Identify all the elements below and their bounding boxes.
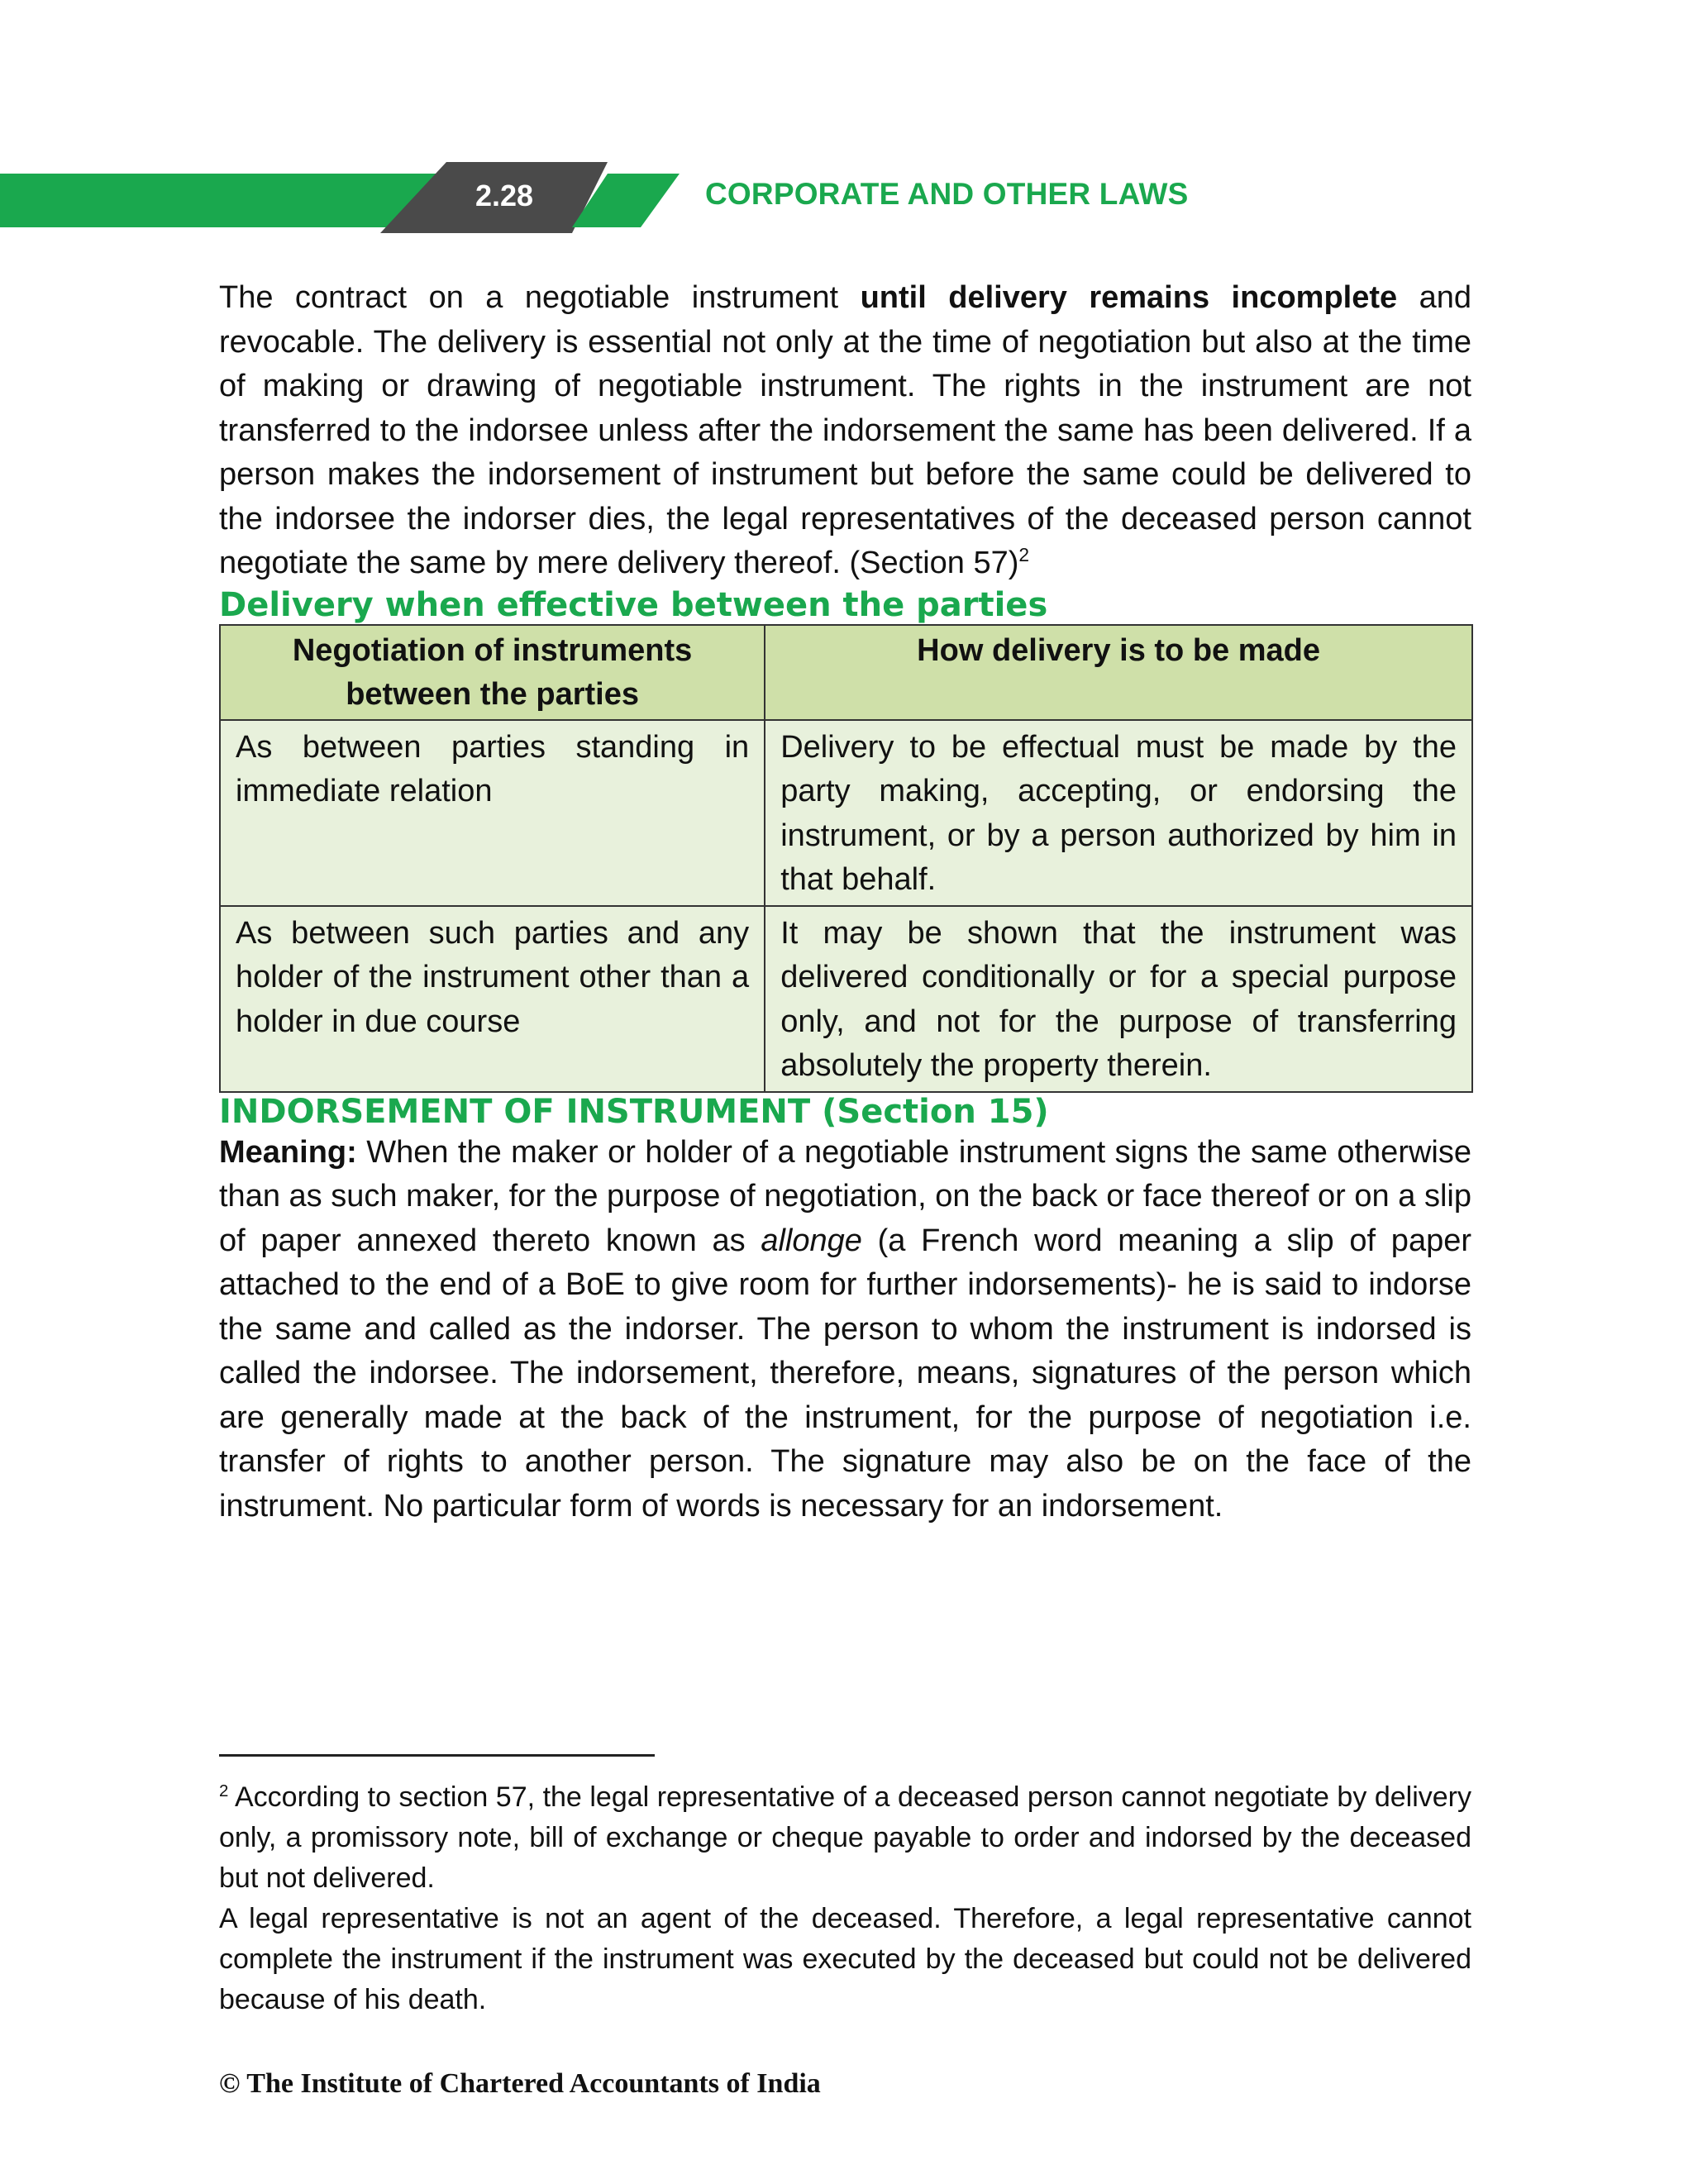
intro-text-1: The contract on a negotiable instrument (219, 280, 861, 315)
delivery-table (219, 624, 1473, 1093)
table-header-cell: How delivery is to be made (765, 625, 1472, 720)
page-header (0, 0, 1693, 248)
meaning-label: Meaning: (219, 1134, 357, 1170)
delivery-heading: Delivery when effective between the parties (219, 585, 1048, 624)
indorsement-heading: INDORSEMENT OF INSTRUMENT (Section 15) (219, 1092, 1049, 1131)
table-header-cell: Negotiation of instruments between the parties (220, 625, 765, 720)
header-green-band (0, 174, 446, 227)
indorsement-text-2: (a French word meaning a slip of paper attached to the end of a BoE to give room for further indorsements)- he is said to indorse the same and called as the indorser. The person to whom the instrument is indorsed is called the indorsee. The indorsement, therefore, means, signatures of the person which are generally made at the back of the instrument, for the purpose of negotiation i.e. transfer of rights to another person. The signature may also be on the face of the instrument. No particular form of words is necessary for an indorsement. (219, 1223, 1471, 1524)
table-cell: As between such parties and any holder of the instrument other than a holder in due course (220, 906, 765, 1092)
footnote (219, 1777, 1471, 2020)
table-cell: It may be shown that the instrument was delivered conditionally or for a special purpose only, and not for the purpose of transferring absolutely the property therein. (765, 906, 1472, 1092)
intro-text-2: and revocable. The delivery is essential not only at the time of negotiation but also at the time of making or drawing of negotiable instrument. The rights in the instrument are not transferred to the indorsee unless after the indorsement the same has been delivered. If a person makes the indorsement of instrument but before the same could be delivered to the indorsee the indorser dies, the legal representatives of the deceased person cannot negotiate the same by mere delivery thereof. (Section 57) (219, 280, 1471, 580)
indorsement-text-1: When the maker or holder of a negotiable instrument signs the same otherwise than as such maker, for the purpose of negotiation, on the back or face thereof or on a slip of paper annexed thereto known as (219, 1134, 1471, 1258)
copyright-notice: © The Institute of Chartered Accountants of India (219, 2068, 821, 2099)
table-row (220, 720, 1472, 906)
page-number: 2.28 (475, 179, 534, 212)
table-cell: Delivery to be effectual must be made by the party making, accepting, or endorsing the instrument, or by a person authorized by him in that behalf. (765, 720, 1472, 906)
allonge-term: allonge (761, 1223, 862, 1258)
intro-bold-text: until delivery remains incomplete (860, 280, 1398, 315)
page-content (219, 276, 1471, 1528)
intro-paragraph (219, 276, 1471, 586)
footnote-text-1: According to section 57, the legal representative of a deceased person cannot negotiate by delivery only, a promissory note, bill of exchange or cheque payable to order and indorsed by the deceased but not delivered. (219, 1781, 1471, 1894)
table-cell: As between parties standing in immediate relation (220, 720, 765, 906)
indorsement-paragraph (219, 1131, 1471, 1529)
table-row (220, 906, 1472, 1092)
footnote-para-2: A legal representative is not an agent of the deceased. Therefore, a legal representative cannot complete the instrument if the instrument was executed by the deceased but could not be delivered because of his death. (219, 1903, 1471, 2015)
running-title: CORPORATE AND OTHER LAWS (705, 177, 1189, 211)
footnote-ref: 2 (1018, 544, 1030, 566)
footnote-para-1 (219, 1777, 1471, 1899)
footnote-divider (219, 1754, 655, 1757)
table-header-row (220, 625, 1472, 720)
footnote-number: 2 (219, 1781, 229, 1800)
